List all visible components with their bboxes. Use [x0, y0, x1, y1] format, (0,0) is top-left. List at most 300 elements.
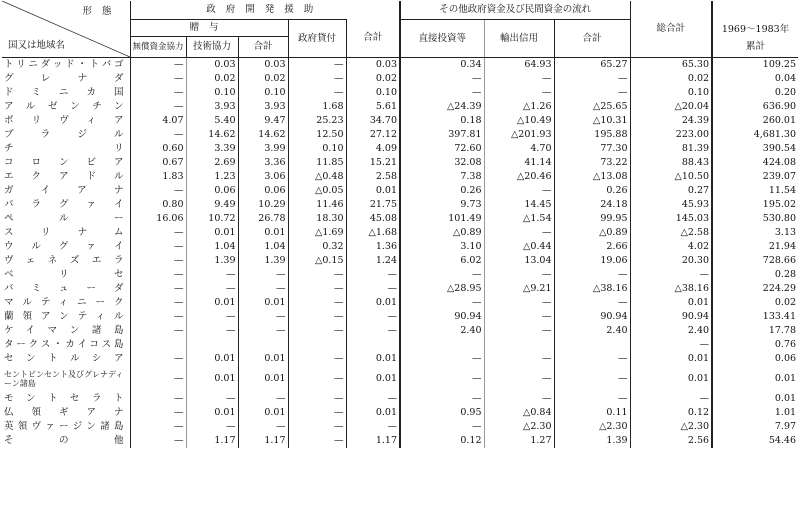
gov-loans-value: 0.32 — [288, 240, 346, 254]
grant-aid-header: 無償資金協力 — [130, 37, 186, 58]
country-name: ガイアナ — [4, 185, 124, 196]
other-total-value: 2.40 — [554, 324, 630, 338]
grant-aid-value: — — [130, 128, 186, 142]
grand-total-value: 65.30 — [630, 58, 712, 73]
table-row — [2, 338, 798, 352]
grant-total-value: 1.17 — [238, 434, 288, 448]
export-credit-value: — — [484, 268, 554, 282]
tech-coop-value: 0.10 — [186, 86, 238, 100]
oda-total-value: 0.01 — [346, 296, 400, 310]
direct-investment-value: 32.08 — [400, 156, 484, 170]
cumulative-value: 0.28 — [712, 268, 798, 282]
gov-loans-value: — — [288, 406, 346, 420]
country-name: セントルシア — [4, 353, 124, 364]
grand-total-header: 総合計 — [630, 1, 712, 58]
cumulative-value: 0.01 — [712, 392, 798, 406]
oda-total-value: 1.17 — [346, 434, 400, 448]
cumulative-value: 133.41 — [712, 310, 798, 324]
gov-loans-value: — — [288, 324, 346, 338]
grant-aid-value: — — [130, 352, 186, 366]
cumulative-value: 3.13 — [712, 226, 798, 240]
gov-loans-value: 18.30 — [288, 212, 346, 226]
cumulative-value: 21.94 — [712, 240, 798, 254]
oda-total-value: 5.61 — [346, 100, 400, 114]
export-credit-value: △20.46 — [484, 170, 554, 184]
other-total-value: 73.22 — [554, 156, 630, 170]
oda-total-header: 合計 — [346, 20, 400, 58]
grand-total-value: 4.02 — [630, 240, 712, 254]
aid-flow-table — [2, 1, 798, 448]
cumulative-value: 239.07 — [712, 170, 798, 184]
grant-total-value: — — [238, 310, 288, 324]
other-total-value: △13.08 — [554, 170, 630, 184]
cumulative-value: 728.66 — [712, 254, 798, 268]
grand-total-value: 145.03 — [630, 212, 712, 226]
grand-total-value: △20.04 — [630, 100, 712, 114]
country-name: セントビンセント及びグレナディーン諸島 — [4, 370, 124, 388]
grant-aid-value: — — [130, 240, 186, 254]
tech-coop-value: — — [186, 392, 238, 406]
table-row — [2, 156, 798, 170]
tech-coop-value: 3.39 — [186, 142, 238, 156]
export-credit-value: — — [484, 296, 554, 310]
grant-total-value: 3.36 — [238, 156, 288, 170]
table-row — [2, 406, 798, 420]
export-credit-value: — — [484, 184, 554, 198]
cumulative-value: 195.02 — [712, 198, 798, 212]
other-total-value: — — [554, 296, 630, 310]
grand-total-value: △10.50 — [630, 170, 712, 184]
direct-investment-value: 0.95 — [400, 406, 484, 420]
grant-total-value: 0.06 — [238, 184, 288, 198]
grant-aid-value: — — [130, 324, 186, 338]
grand-total-value: 2.40 — [630, 324, 712, 338]
direct-investment-value: 2.40 — [400, 324, 484, 338]
country-name: ペルー — [4, 213, 124, 224]
cumulative-value: 0.20 — [712, 86, 798, 100]
cumulative-value: 0.02 — [712, 296, 798, 310]
oda-total-value: 34.70 — [346, 114, 400, 128]
country-name: エクアドル — [4, 171, 124, 182]
grant-aid-value: — — [130, 100, 186, 114]
country-name: ボリヴィア — [4, 115, 124, 126]
gov-loans-value: — — [288, 310, 346, 324]
country-name: 英領ヴァージン諸島 — [4, 421, 124, 432]
oda-total-value: 1.36 — [346, 240, 400, 254]
table-row — [2, 86, 798, 100]
cumulative-value: 424.08 — [712, 156, 798, 170]
oda-total-value: 27.12 — [346, 128, 400, 142]
table-row — [2, 128, 798, 142]
table-row — [2, 282, 798, 296]
direct-investment-value: 0.18 — [400, 114, 484, 128]
tech-coop-value: — — [186, 310, 238, 324]
grant-total-value: 9.47 — [238, 114, 288, 128]
export-credit-value: △201.93 — [484, 128, 554, 142]
direct-investment-value: 397.81 — [400, 128, 484, 142]
grand-total-value: 0.02 — [630, 72, 712, 86]
table-row — [2, 392, 798, 406]
gov-loans-value: — — [288, 268, 346, 282]
country-name: トリニダッド・トバゴ — [4, 59, 124, 70]
gov-loans-value: — — [288, 58, 346, 73]
direct-investment-value: 7.38 — [400, 170, 484, 184]
gov-loans-value: — — [288, 392, 346, 406]
grand-total-value: 0.27 — [630, 184, 712, 198]
grant-aid-value: 16.06 — [130, 212, 186, 226]
table-row — [2, 72, 798, 86]
grand-total-value: 0.01 — [630, 366, 712, 392]
grant-total-value: 0.01 — [238, 296, 288, 310]
gov-loans-value: 11.46 — [288, 198, 346, 212]
country-name: パラグァイ — [4, 199, 124, 210]
grant-aid-value: — — [130, 58, 186, 73]
grant-total-value: 0.10 — [238, 86, 288, 100]
grant-aid-value: — — [130, 86, 186, 100]
gov-loans-value: 25.23 — [288, 114, 346, 128]
tech-coop-value: 3.93 — [186, 100, 238, 114]
export-credit-value: — — [484, 226, 554, 240]
other-total-value: 19.06 — [554, 254, 630, 268]
country-name: その他 — [4, 435, 124, 446]
direct-investment-header: 直接投資等 — [400, 20, 484, 58]
direct-investment-value: — — [400, 296, 484, 310]
oda-total-value: 4.09 — [346, 142, 400, 156]
table-row — [2, 58, 798, 73]
gov-loans-value: — — [288, 366, 346, 392]
export-credit-value: 64.93 — [484, 58, 554, 73]
export-credit-header: 輸出信用 — [484, 20, 554, 58]
grant-total-value: — — [238, 420, 288, 434]
export-credit-value: △1.54 — [484, 212, 554, 226]
other-total-value: — — [554, 86, 630, 100]
table-row — [2, 268, 798, 282]
grant-aid-value: 4.07 — [130, 114, 186, 128]
direct-investment-value: — — [400, 86, 484, 100]
gov-loans-value: 1.68 — [288, 100, 346, 114]
export-credit-value: △10.49 — [484, 114, 554, 128]
oda-total-value: — — [346, 268, 400, 282]
grand-total-value: 88.43 — [630, 156, 712, 170]
country-name: アルゼンチン — [4, 101, 124, 112]
tech-coop-value: 10.72 — [186, 212, 238, 226]
table-row — [2, 114, 798, 128]
gov-loans-value: △0.05 — [288, 184, 346, 198]
table-body — [2, 58, 798, 449]
export-credit-value: 14.45 — [484, 198, 554, 212]
grant-aid-value: — — [130, 268, 186, 282]
direct-investment-value: 0.12 — [400, 434, 484, 448]
other-total-value: △10.31 — [554, 114, 630, 128]
grant-total-value: 0.01 — [238, 366, 288, 392]
oda-total-value: 15.21 — [346, 156, 400, 170]
gov-loans-value: — — [288, 282, 346, 296]
grand-total-value: 24.39 — [630, 114, 712, 128]
oda-total-value: — — [346, 392, 400, 406]
cumulative-value: 11.54 — [712, 184, 798, 198]
country-name: ヴェネズエラ — [4, 255, 124, 266]
tech-coop-value: 14.62 — [186, 128, 238, 142]
tech-coop-value: 0.02 — [186, 72, 238, 86]
tech-coop-value: 1.04 — [186, 240, 238, 254]
direct-investment-value: 0.26 — [400, 184, 484, 198]
direct-investment-value: 90.94 — [400, 310, 484, 324]
cumulative-years-header: 1969～1983年 — [712, 1, 798, 37]
oda-total-value: 21.75 — [346, 198, 400, 212]
gov-loans-value: 0.10 — [288, 142, 346, 156]
gov-loans-value: 12.50 — [288, 128, 346, 142]
export-credit-value: — — [484, 324, 554, 338]
export-credit-value: 41.14 — [484, 156, 554, 170]
grant-aid-value: — — [130, 434, 186, 448]
country-name: コロンビア — [4, 157, 124, 168]
grant-aid-value: — — [130, 72, 186, 86]
other-total-value: 0.11 — [554, 406, 630, 420]
cumulative-value: 7.97 — [712, 420, 798, 434]
cumulative-value: 0.04 — [712, 72, 798, 86]
grant-aid-value: 0.60 — [130, 142, 186, 156]
other-total-value: — — [554, 392, 630, 406]
tech-coop-value: 0.03 — [186, 58, 238, 73]
cumulative-label-header: 累計 — [712, 37, 798, 58]
tech-coop-value: 0.01 — [186, 352, 238, 366]
gov-loans-value: — — [288, 72, 346, 86]
oda-total-value: △1.68 — [346, 226, 400, 240]
cumulative-value: 260.01 — [712, 114, 798, 128]
country-name: モントセラト — [4, 393, 124, 404]
grant-aid-value: — — [130, 406, 186, 420]
grant-total-value: 14.62 — [238, 128, 288, 142]
direct-investment-value: — — [400, 366, 484, 392]
table-row — [2, 352, 798, 366]
direct-investment-value: 3.10 — [400, 240, 484, 254]
export-credit-value: 1.27 — [484, 434, 554, 448]
direct-investment-value: 9.73 — [400, 198, 484, 212]
tech-coop-value: — — [186, 324, 238, 338]
gov-loans-value: — — [288, 434, 346, 448]
other-total-value: 195.88 — [554, 128, 630, 142]
export-credit-value: 4.70 — [484, 142, 554, 156]
cumulative-value: 390.54 — [712, 142, 798, 156]
grand-total-value: 45.93 — [630, 198, 712, 212]
grant-aid-value: — — [130, 366, 186, 392]
tech-coop-value: 2.69 — [186, 156, 238, 170]
oda-group-header: 政府開発援助 — [130, 1, 400, 20]
export-credit-value: △2.30 — [484, 420, 554, 434]
oda-total-value: 0.01 — [346, 366, 400, 392]
other-total-value — [554, 338, 630, 352]
gov-loans-value — [288, 338, 346, 352]
tech-coop-value: — — [186, 420, 238, 434]
export-credit-value: △1.26 — [484, 100, 554, 114]
direct-investment-value: — — [400, 352, 484, 366]
table-row — [2, 434, 798, 448]
direct-investment-value: — — [400, 392, 484, 406]
grant-aid-value: — — [130, 392, 186, 406]
other-total-header: 合計 — [554, 20, 630, 58]
oda-total-value: 0.03 — [346, 58, 400, 73]
gov-loans-value: 11.85 — [288, 156, 346, 170]
grant-total-value — [238, 338, 288, 352]
oda-total-value: 1.24 — [346, 254, 400, 268]
table-row — [2, 324, 798, 338]
other-total-value: 1.39 — [554, 434, 630, 448]
grant-total-value: 3.99 — [238, 142, 288, 156]
grant-aid-value: 0.80 — [130, 198, 186, 212]
grant-aid-value: — — [130, 226, 186, 240]
gov-loans-value: △0.15 — [288, 254, 346, 268]
other-total-value: 77.30 — [554, 142, 630, 156]
other-total-value: △25.65 — [554, 100, 630, 114]
oda-total-value: — — [346, 310, 400, 324]
table-row — [2, 240, 798, 254]
tech-coop-value: — — [186, 282, 238, 296]
cumulative-value: 17.78 — [712, 324, 798, 338]
gov-loans-value: — — [288, 352, 346, 366]
table-row — [2, 296, 798, 310]
table-row — [2, 184, 798, 198]
oda-total-value: — — [346, 420, 400, 434]
oda-total-value: — — [346, 282, 400, 296]
tech-coop-value: 9.49 — [186, 198, 238, 212]
grant-total-value: 1.04 — [238, 240, 288, 254]
country-name: グレナダ — [4, 73, 124, 84]
export-credit-value: — — [484, 352, 554, 366]
grant-total-value: 0.03 — [238, 58, 288, 73]
grand-total-value: △2.58 — [630, 226, 712, 240]
grant-total-value: 0.01 — [238, 352, 288, 366]
region-label: 国又は地域名 — [8, 40, 66, 51]
direct-investment-value: — — [400, 268, 484, 282]
grand-total-value: 223.00 — [630, 128, 712, 142]
other-total-value: 90.94 — [554, 310, 630, 324]
other-total-value: 24.18 — [554, 198, 630, 212]
cumulative-value: 636.90 — [712, 100, 798, 114]
table-row — [2, 310, 798, 324]
direct-investment-value: 72.60 — [400, 142, 484, 156]
grant-aid-value: — — [130, 282, 186, 296]
grand-total-value: — — [630, 338, 712, 352]
grant-total-value: 26.78 — [238, 212, 288, 226]
export-credit-value: — — [484, 72, 554, 86]
table-corner-header — [2, 1, 130, 58]
grand-total-value: 0.01 — [630, 296, 712, 310]
oda-total-value: 45.08 — [346, 212, 400, 226]
other-total-value: — — [554, 352, 630, 366]
table-row — [2, 254, 798, 268]
export-credit-value: △0.44 — [484, 240, 554, 254]
tech-coop-value: — — [186, 268, 238, 282]
country-name: ドミニカ国 — [4, 87, 124, 98]
export-credit-value: — — [484, 366, 554, 392]
direct-investment-value: △28.95 — [400, 282, 484, 296]
grand-total-value: 90.94 — [630, 310, 712, 324]
tech-coop-value: 1.17 — [186, 434, 238, 448]
other-flows-header: その他政府資金及び民間資金の流れ — [400, 1, 630, 20]
grand-total-value: 20.30 — [630, 254, 712, 268]
export-credit-value: — — [484, 86, 554, 100]
grand-total-value: 0.12 — [630, 406, 712, 420]
gov-loans-value: — — [288, 296, 346, 310]
other-total-value: 99.95 — [554, 212, 630, 226]
direct-investment-value — [400, 338, 484, 352]
export-credit-value: — — [484, 310, 554, 324]
tech-coop-value: 0.01 — [186, 366, 238, 392]
oda-total-value — [346, 338, 400, 352]
tech-coop-value: 0.01 — [186, 226, 238, 240]
cumulative-value: 109.25 — [712, 58, 798, 73]
grant-total-value: — — [238, 392, 288, 406]
grant-total-value: — — [238, 324, 288, 338]
direct-investment-value: △0.89 — [400, 226, 484, 240]
other-total-value: △2.30 — [554, 420, 630, 434]
export-credit-value: △9.21 — [484, 282, 554, 296]
grant-total-value: 0.01 — [238, 226, 288, 240]
direct-investment-value: 6.02 — [400, 254, 484, 268]
grant-total-value: 3.93 — [238, 100, 288, 114]
oda-total-value: 0.01 — [346, 352, 400, 366]
grand-total-value: 0.01 — [630, 352, 712, 366]
cumulative-value: 0.06 — [712, 352, 798, 366]
export-credit-value: △0.84 — [484, 406, 554, 420]
other-total-value: 0.26 — [554, 184, 630, 198]
grant-aid-value: 0.67 — [130, 156, 186, 170]
form-label: 形態 — [82, 6, 122, 17]
tech-coop-value: 1.23 — [186, 170, 238, 184]
tech-coop-value: 1.39 — [186, 254, 238, 268]
grant-aid-value: — — [130, 296, 186, 310]
other-total-value: — — [554, 268, 630, 282]
grand-total-value: — — [630, 268, 712, 282]
direct-investment-value: 101.49 — [400, 212, 484, 226]
table-row — [2, 212, 798, 226]
oda-total-value: 0.10 — [346, 86, 400, 100]
oda-total-value: 0.02 — [346, 72, 400, 86]
gov-loans-value: — — [288, 86, 346, 100]
cumulative-value: 224.29 — [712, 282, 798, 296]
country-name: マルティニーク — [4, 297, 124, 308]
table-row — [2, 142, 798, 156]
table-row — [2, 170, 798, 184]
oda-total-value: 2.58 — [346, 170, 400, 184]
grant-total-value: 0.02 — [238, 72, 288, 86]
table-row — [2, 226, 798, 240]
grant-total-value: 3.06 — [238, 170, 288, 184]
grant-aid-value — [130, 338, 186, 352]
export-credit-value: 13.04 — [484, 254, 554, 268]
country-name: ブラジル — [4, 129, 124, 140]
other-total-value: △38.16 — [554, 282, 630, 296]
grant-aid-value: — — [130, 310, 186, 324]
direct-investment-value: — — [400, 72, 484, 86]
tech-coop-value: 0.01 — [186, 406, 238, 420]
country-name: 蘭領アンティル — [4, 311, 124, 322]
gov-loans-value: — — [288, 420, 346, 434]
cumulative-value: 4,681.30 — [712, 128, 798, 142]
table-row — [2, 366, 798, 392]
tech-coop-header: 技術協力 — [186, 37, 238, 58]
export-credit-value: — — [484, 392, 554, 406]
grant-total-header: 合計 — [238, 37, 288, 58]
gov-loans-value: △0.48 — [288, 170, 346, 184]
grand-total-value: 0.10 — [630, 86, 712, 100]
other-total-value: — — [554, 366, 630, 392]
direct-investment-value: 0.34 — [400, 58, 484, 73]
cumulative-value: 1.01 — [712, 406, 798, 420]
gov-loans-value: △1.69 — [288, 226, 346, 240]
table-row — [2, 100, 798, 114]
oda-total-value: 0.01 — [346, 406, 400, 420]
